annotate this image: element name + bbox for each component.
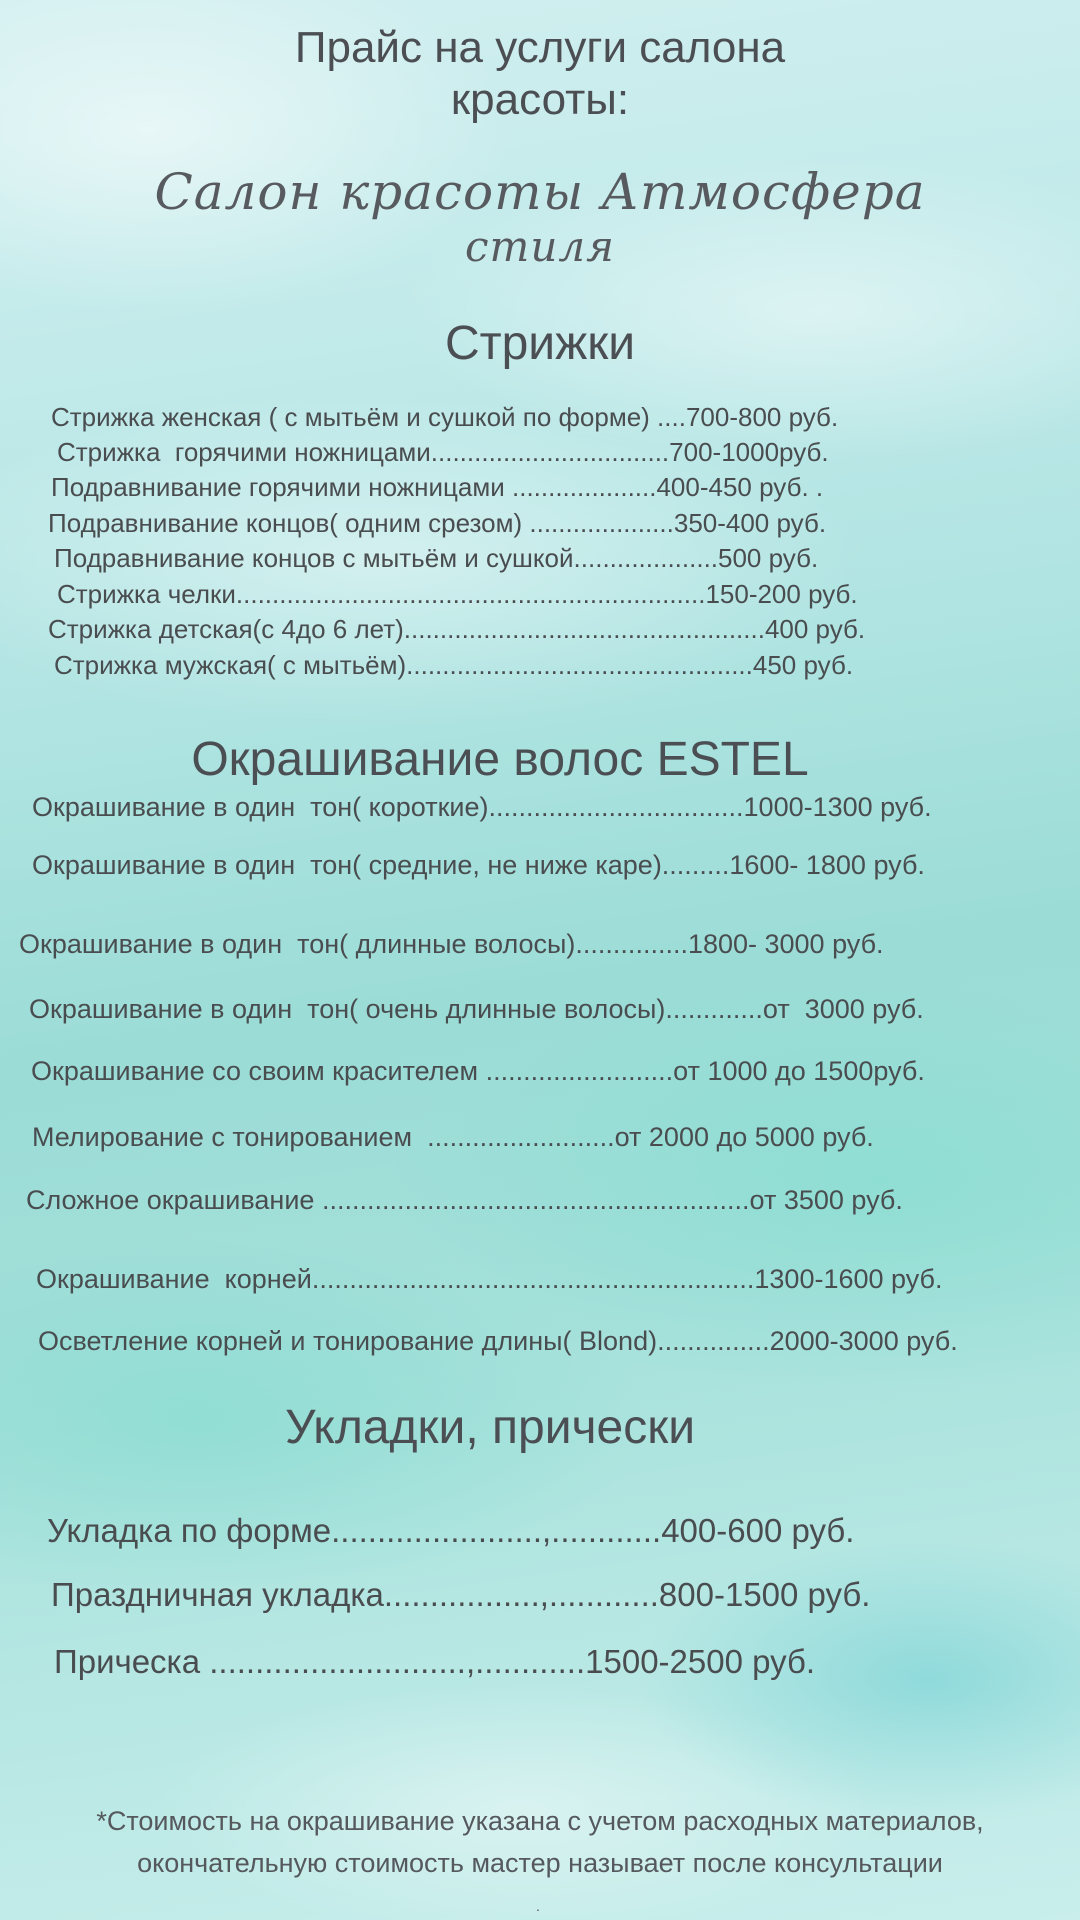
price-item: Подравнивание концов( одним срезом) ....................350-400 руб. bbox=[48, 508, 827, 538]
price-item: Окрашивание в один тон( очень длинные волосы).............от 3000 руб. bbox=[29, 994, 924, 1024]
haircuts-heading: Стрижки bbox=[444, 317, 636, 370]
footnote-line-2: окончательную стоимость мастер называет после консультации bbox=[137, 1848, 943, 1878]
price-item: Осветление корней и тонирование длины( Blond)...............2000-3000 руб. bbox=[38, 1326, 958, 1356]
page-title bbox=[0, 22, 1080, 126]
price-item: Прическа ............................,............1500-2500 руб. bbox=[54, 1643, 816, 1680]
styling-heading: Укладки, прически bbox=[284, 1401, 696, 1454]
footnote bbox=[0, 1800, 1080, 1884]
price-item: Стрижка горячими ножницами.................................700-1000руб. bbox=[57, 437, 829, 467]
price-item: Окрашивание корней...........................................................1300-1600 руб. bbox=[36, 1264, 943, 1294]
price-item: Праздничная укладка.................,............800-1500 руб. bbox=[51, 1576, 871, 1613]
price-item: Стрижка челки.................................................................150-200 руб. bbox=[57, 579, 858, 609]
price-item: Окрашивание в один тон( длинные волосы)...............1800- 3000 руб. bbox=[19, 929, 884, 959]
price-item: Укладка по форме.......................,............400-600 руб. bbox=[47, 1512, 855, 1549]
price-item: Стрижка женская ( с мытьём и сушкой по форме) ....700-800 руб. bbox=[51, 402, 839, 432]
price-item: Подравнивание горячими ножницами ....................400-450 руб. . bbox=[51, 472, 824, 502]
salon-name bbox=[140, 163, 940, 273]
price-item: Стрижка детская(с 4до 6 лет)..................................................400 руб. bbox=[48, 614, 866, 644]
page-title-line-2: красоты: bbox=[450, 75, 630, 124]
salon-name-line-2: стиля bbox=[465, 222, 615, 271]
footnote-line-1: *Стоимость на окрашивание указана с учетом расходных материалов, bbox=[96, 1806, 984, 1836]
price-item: Мелирование с тонированием .........................от 2000 до 5000 руб. bbox=[32, 1122, 874, 1152]
price-item: Подравнивание концов с мытьём и сушкой....................500 руб. bbox=[54, 543, 819, 573]
price-item: Сложное окрашивание .........................................................от 3500 руб. bbox=[26, 1185, 903, 1215]
price-item: Окрашивание со своим красителем .........................от 1000 до 1500руб. bbox=[31, 1056, 925, 1086]
price-item: Окрашивание в один тон( средние, не ниже каре).........1600- 1800 руб. bbox=[32, 850, 925, 880]
coloring-heading: Окрашивание волос ESTEL bbox=[191, 733, 809, 786]
price-item: Стрижка мужская( с мытьём)................................................450 руб. bbox=[54, 650, 854, 680]
footnote-tail: . bbox=[536, 1898, 540, 1914]
salon-name-line-1: Салон красоты Атмосфера bbox=[154, 163, 926, 221]
price-item: Окрашивание в один тон( короткие)..................................1000-1300 руб. bbox=[32, 792, 932, 822]
page-title-line-1: Прайс на услуги салона bbox=[294, 23, 786, 72]
